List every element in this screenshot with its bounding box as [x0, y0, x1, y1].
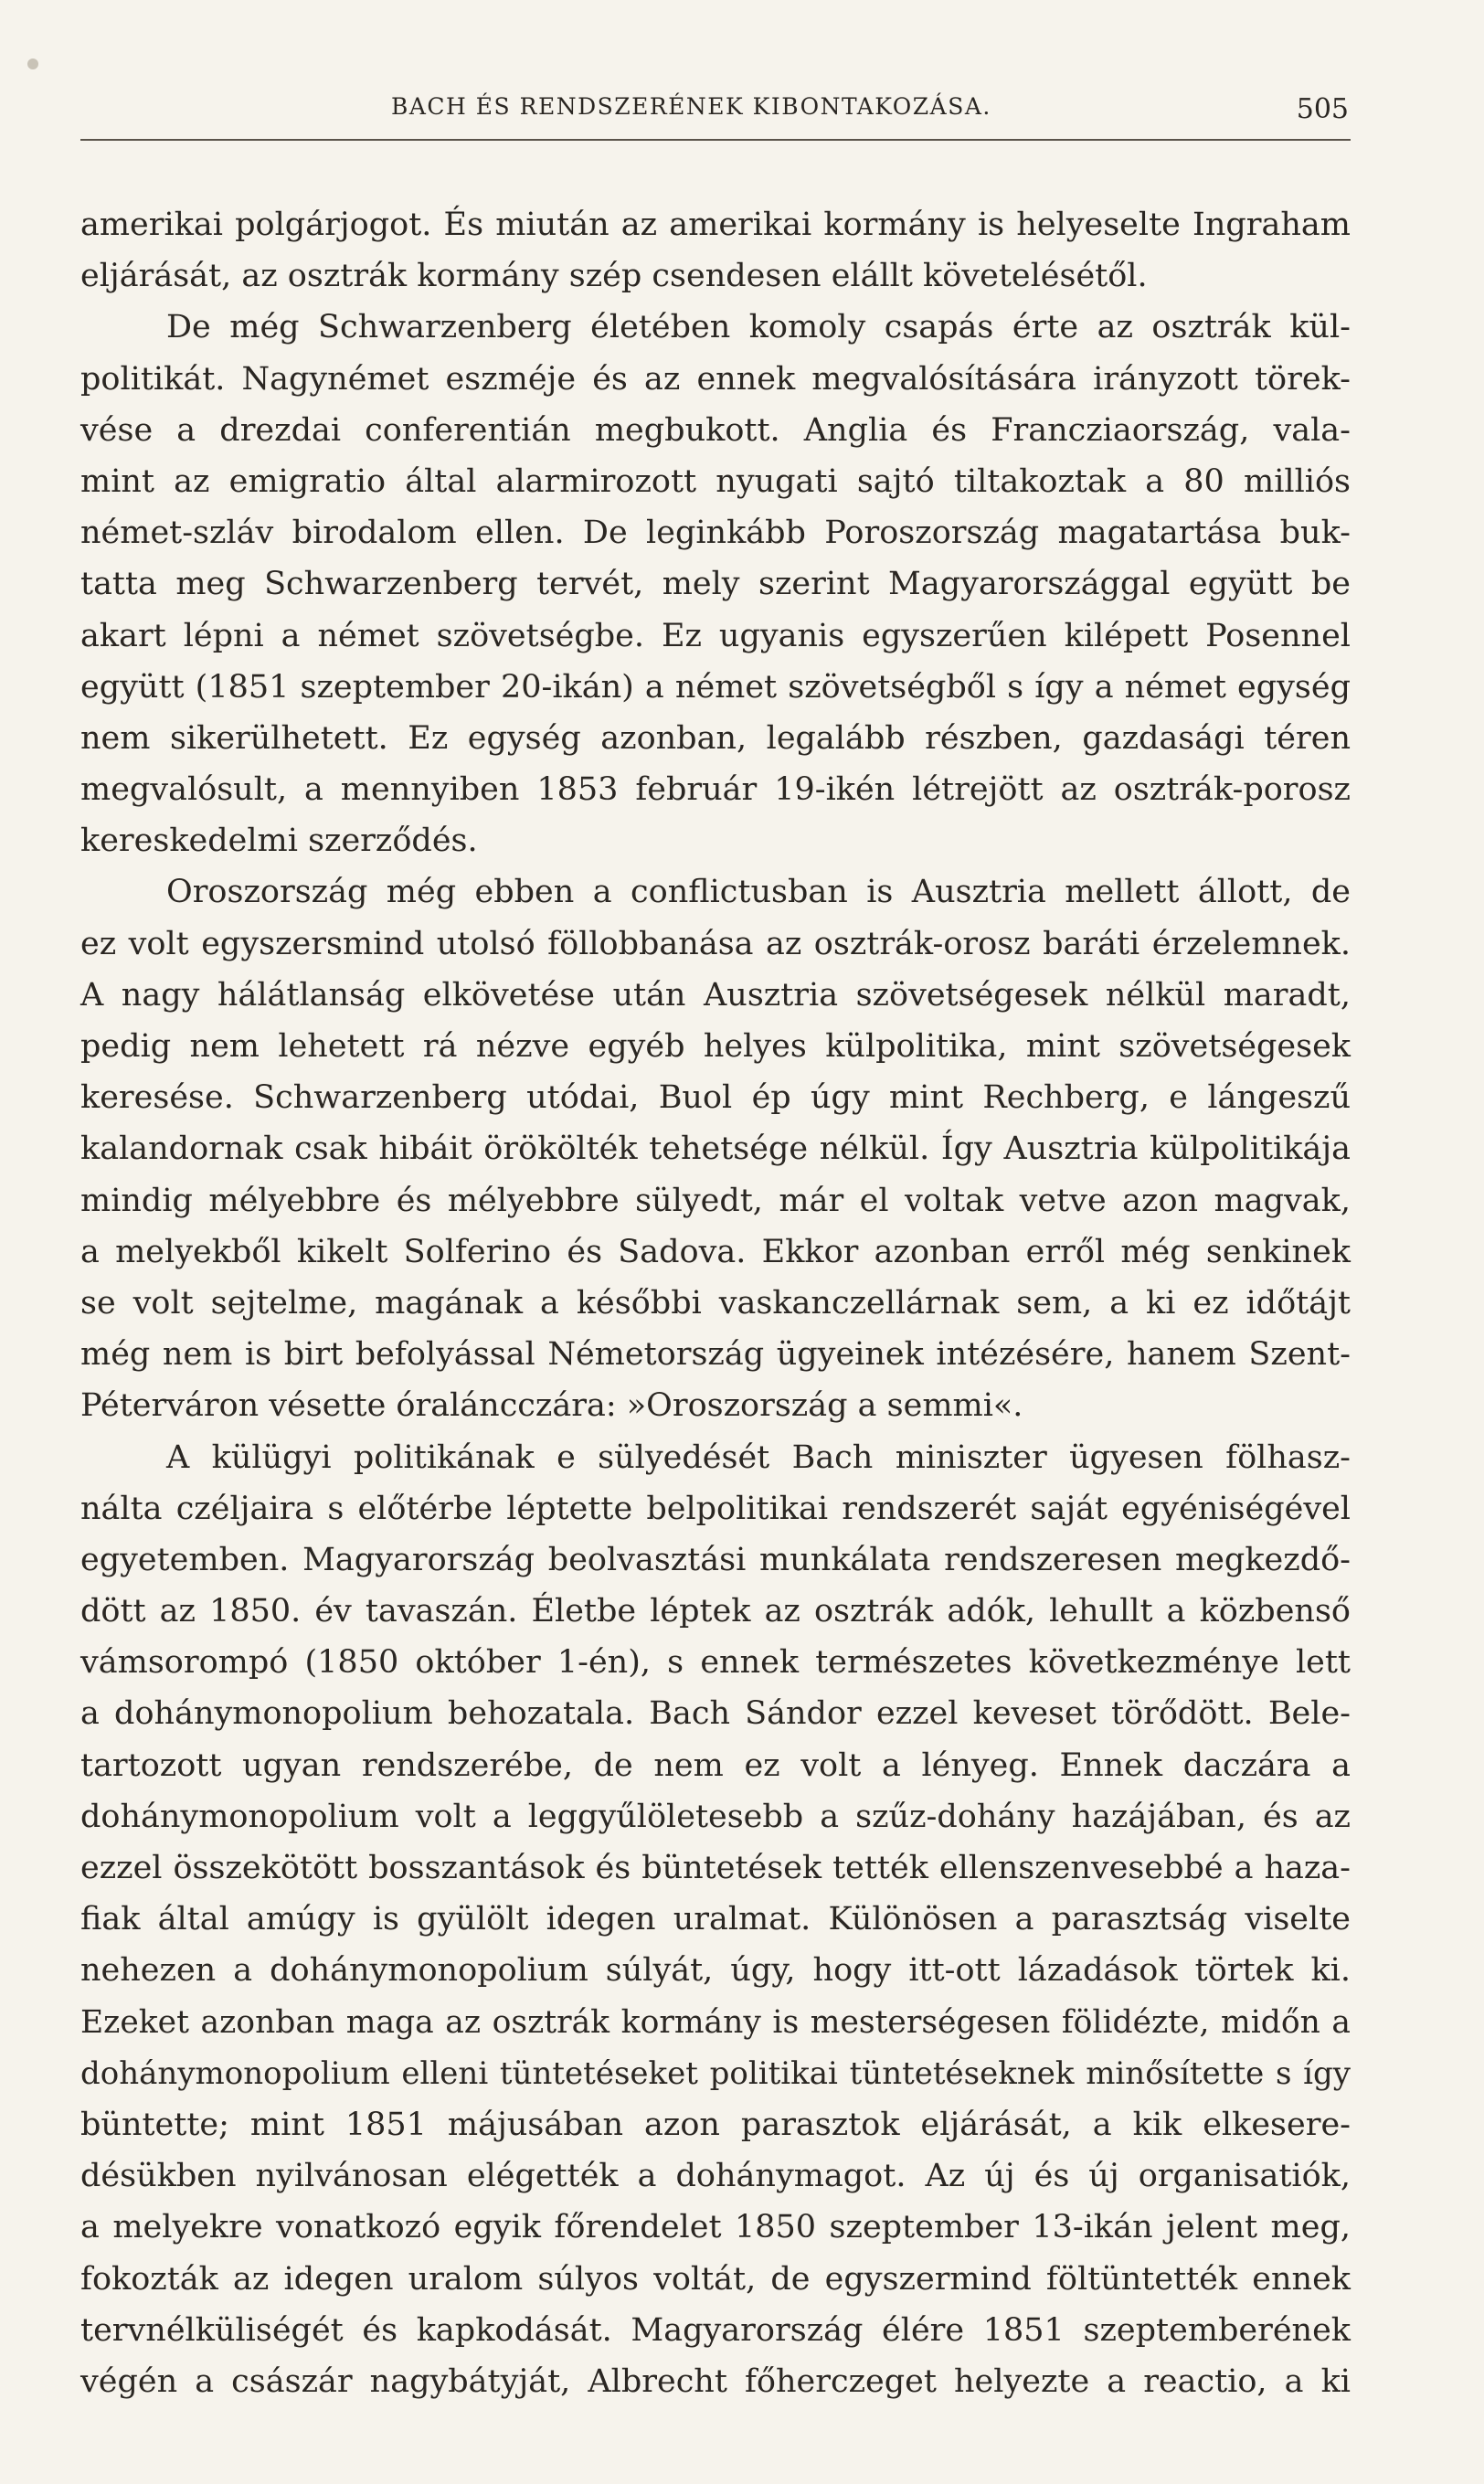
text-line: német-szláv birodalom ellen. De leginkább Poroszország magatartása buk-	[80, 515, 1351, 552]
text-line: De még Schwarzenberg életében komoly csapás érte az osztrák kül-	[166, 309, 1351, 346]
text-line: amerikai polgárjogot. És miután az amerikai kormány is helyeselte Ingraham	[80, 207, 1351, 243]
text-line: nálta czéljaira s előtérbe léptette belpolitikai rendszerét saját egyéniségével	[80, 1490, 1351, 1527]
text-line: pedig nem lehetett rá nézve egyéb helyes külpolitika, mint szövetségesek	[80, 1028, 1351, 1065]
text-line: együtt (1851 szeptember 20-ikán) a német szövetségből s így a német egység	[80, 668, 1351, 706]
text-line: kereskedelmi szerződés.	[80, 823, 478, 860]
text-line: A külügyi politikának e sülyedését Bach miniszter ügyesen fölhasz-	[166, 1438, 1351, 1476]
text-line: Péterváron vésette óraláncczára: »Oroszország a semmi«.	[80, 1387, 1023, 1425]
text-line: tatta meg Schwarzenberg tervét, mely szerint Magyarországgal együtt be	[80, 566, 1351, 603]
text-line: vése a drezdai conferentián megbukott. Anglia és Francziaország, vala-	[80, 411, 1351, 449]
text-line: A nagy hálátlanság elkövetése után Ausztria szövetségesek nélkül maradt,	[80, 976, 1351, 1014]
text-line: se volt sejtelme, magának a későbbi vaskanczellárnak sem, a ki ez időtájt	[80, 1284, 1351, 1322]
text-line: eljárását, az osztrák kormány szép csendesen elállt követelésétől.	[80, 258, 1148, 295]
text-line: dohánymonopolium elleni tüntetéseket politikai tüntetéseknek minősítette s így	[80, 2054, 1351, 2092]
text-line: vámsorompó (1850 október 1-én), s ennek természetes következménye lett	[80, 1644, 1351, 1682]
running-title: BACH ÉS RENDSZERÉNEK KIBONTAKOZÁSA.	[391, 93, 991, 120]
body-text	[80, 199, 1351, 2407]
text-line: még nem is birt befolyással Németország ügyeinek intézésére, hanem Szent-	[80, 1336, 1351, 1374]
text-line: ezzel összekötött bosszantások és büntetések tették ellenszenvesebbé a haza-	[80, 1850, 1351, 1886]
running-header	[80, 93, 1349, 139]
text-line: dohánymonopolium volt a leggyűlöletesebb a szűz-dohány hazájában, és az	[80, 1798, 1351, 1835]
text-line: keresése. Schwarzenberg utódai, Buol ép úgy mint Rechberg, e lángeszű	[80, 1079, 1351, 1117]
text-line: megvalósult, a mennyiben 1853 február 19-ikén létrejött az osztrák-porosz	[80, 771, 1351, 809]
text-line: tartozott ugyan rendszerébe, de nem ez volt a lényeg. Ennek daczára a	[80, 1746, 1351, 1784]
text-line: nehezen a dohánymonopolium súlyát, úgy, hogy itt-ott lázadások törtek ki.	[80, 1952, 1351, 1990]
page-blemish	[27, 58, 38, 69]
text-line: a melyekből kikelt Solferino és Sadova. Ekkor azonban erről még senkinek	[80, 1233, 1351, 1270]
text-line: Oroszország még ebben a conflictusban is Ausztria mellett állott, de	[166, 874, 1351, 911]
text-line: politikát. Nagynémet eszméje és az ennek megvalósítására irányzott törek-	[80, 360, 1351, 398]
text-line: Ezeket azonban maga az osztrák kormány is mesterségesen fölidézte, midőn a	[80, 2003, 1351, 2041]
text-line: végén a császár nagybátyját, Albrecht főherczeget helyezte a reactio, a ki	[80, 2362, 1351, 2400]
text-line: mindig mélyebbre és mélyebbre sülyedt, már el voltak vetve azon magvak,	[80, 1182, 1351, 1219]
header-rule	[80, 139, 1351, 141]
text-line: egyetemben. Magyarország beolvasztási munkálata rendszeresen megkezdő-	[80, 1541, 1351, 1578]
text-line: nem sikerülhetett. Ez egység azonban, legalább részben, gazdasági téren	[80, 719, 1351, 757]
text-line: dött az 1850. év tavaszán. Életbe léptek az osztrák adók, lehullt a közbenső	[80, 1593, 1351, 1630]
text-line: kalandornak csak hibáit örökölték tehetsége nélkül. Így Ausztria külpolitikája	[80, 1131, 1351, 1168]
text-line: tervnélküliségét és kapkodását. Magyarország élére 1851 szeptemberének	[80, 2311, 1351, 2349]
text-line: büntette; mint 1851 májusában azon parasztok eljárását, a kik elkesere-	[80, 2106, 1351, 2143]
text-line: désükben nyilvánosan elégették a dohánymagot. Az új és új organisatiók,	[80, 2158, 1351, 2195]
text-line: a dohánymonopolium behozatala. Bach Sándor ezzel keveset törődött. Bele-	[80, 1695, 1351, 1733]
text-line: mint az emigratio által alarmirozott nyugati sajtó tiltakoztak a 80 milliós	[80, 462, 1351, 500]
text-line: a melyekre vonatkozó egyik főrendelet 1850 szeptember 13-ikán jelent meg,	[80, 2209, 1351, 2246]
text-line: akart lépni a német szövetségbe. Ez ugyanis egyszerűen kilépett Posennel	[80, 617, 1351, 654]
text-line: ez volt egyszersmind utolsó föllobbanása az osztrák-orosz baráti érzelemnek.	[80, 925, 1351, 962]
page-number: 505	[1296, 93, 1349, 125]
text-line: fiak által amúgy is gyülölt idegen uralmat. Különösen a parasztság viselte	[80, 1901, 1351, 1938]
text-line: fokozták az idegen uralom súlyos voltát, de egyszermind föltüntették ennek	[80, 2260, 1351, 2298]
